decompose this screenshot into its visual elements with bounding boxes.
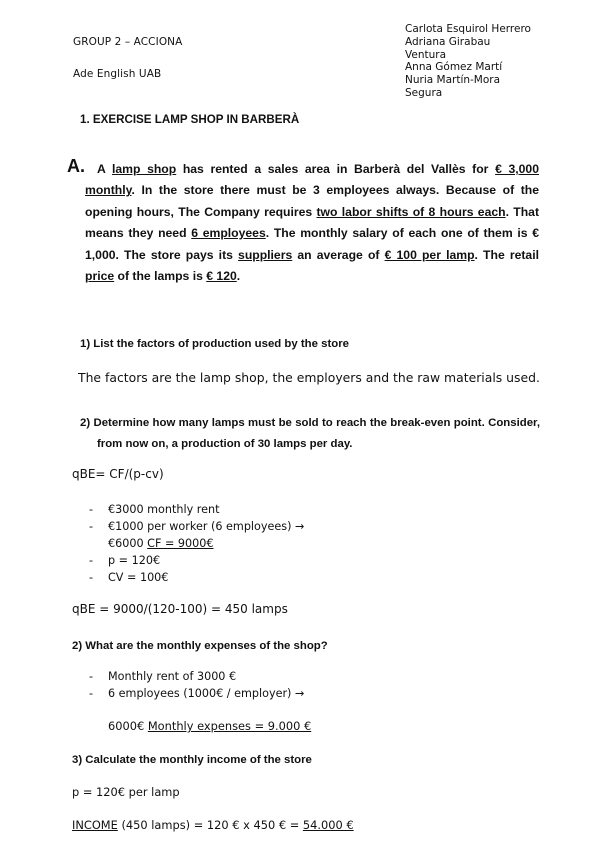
group-label: GROUP 2 – ACCIONA [73,36,183,48]
list-item: - Monthly rent of 3000 € [89,670,237,683]
monthly-expenses-total: 6000€ Monthly expenses = 9.000 € [108,719,312,733]
exercise-title: 1. EXERCISE LAMP SHOP IN BARBERÀ [80,113,300,126]
list-item: - €1000 per worker (6 employees) → €6000 CF = 9000€ [89,520,305,550]
monthly-income: INCOME (450 lamps) = 120 € x 450 € = 54.000 € [72,818,354,832]
intro-paragraph: A lamp shop has rented a sales area in Barberà del Vallès for € 3,000 monthly. In the store there must be 3 employees always. Because of the opening hours, The Company requires two labor shifts of 8 hours each. That means they need 6 employees. The monthly salary of each one of them is € 1,000. The store pays its suppliers an average of € 100 per lamp. The retail price of the lamps is € 120. [85,162,540,284]
price-per-lamp: p = 120€ per lamp [72,785,180,799]
author-name: Carlota Esquirol Herrero [405,23,531,35]
fixed-cost-list [89,501,348,586]
list-item: - 6 employees (1000€ / employer) → [89,687,305,700]
section-letter: A. [67,156,85,176]
list-item: - €3000 monthly rent [89,503,220,516]
expenses-list [89,668,368,702]
author-name: Anna Gómez Martí [405,61,503,74]
break-even-result: qBE = 9000/(120-100) = 450 lamps [72,602,288,616]
expenses-question-title: 2) What are the monthly expenses of the shop? [72,640,328,652]
list-item: - CV = 100€ [89,571,169,584]
income-question-title: 3) Calculate the monthly income of the store [72,754,312,766]
author-name: Adriana Girabau [405,35,491,48]
author-name: Segura [405,86,443,99]
question-2-title: 2) Determine how many lamps must be sold to reach the break-even point. Consider, from now on, a production of 30 lamps per day. [80,417,540,450]
question-1-answer: The factors are the lamp shop, the employers and the raw materials used. [78,370,540,385]
author-name: Ventura [405,48,447,61]
break-even-formula: qBE= CF/(p-cv) [72,467,164,481]
question-1-title: 1) List the factors of production used by the store [80,338,349,350]
author-name: Nuria Martín-Mora [405,74,501,87]
course-label: Ade English UAB [73,68,162,80]
list-item: - p = 120€ [89,554,161,567]
author-list [405,23,575,99]
